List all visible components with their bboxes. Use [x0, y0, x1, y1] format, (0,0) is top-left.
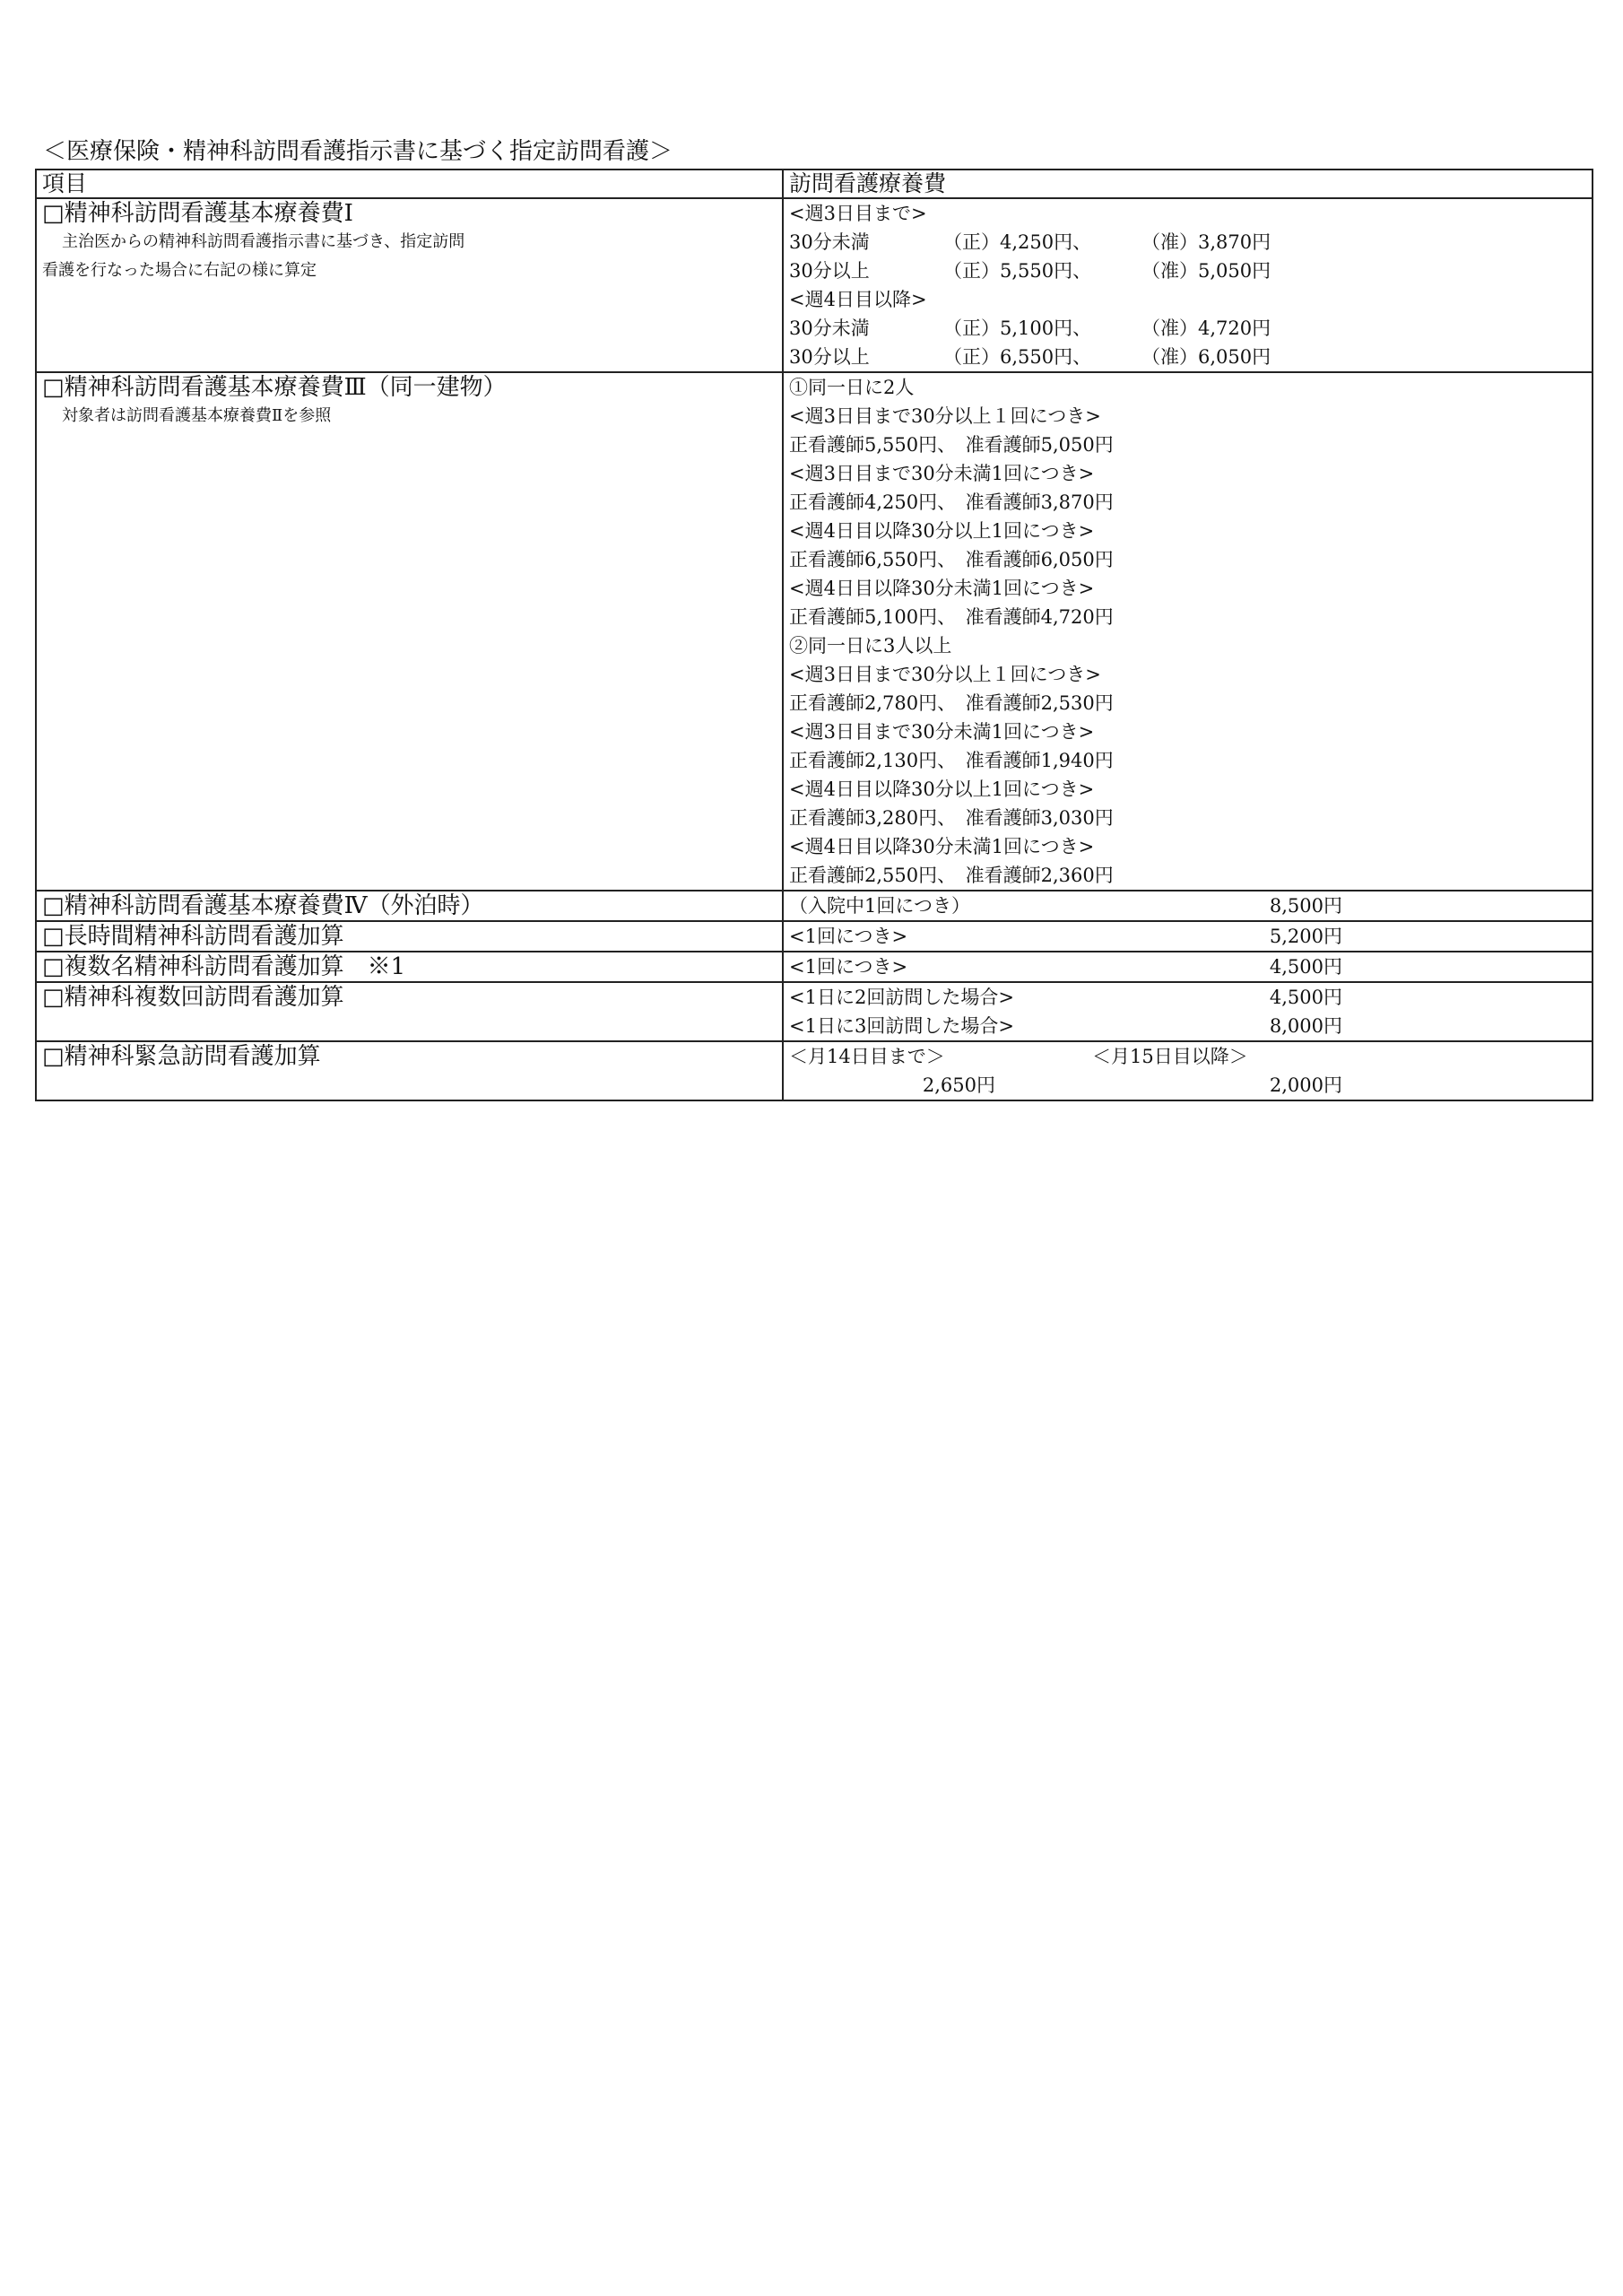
header-item-column — [36, 170, 783, 198]
fee-line: 正看護師4,250円、 准看護師3,870円 — [789, 491, 1114, 513]
fee-cell — [783, 372, 1593, 891]
item-cell — [36, 982, 783, 1041]
table-header-row — [36, 170, 1593, 198]
header-item-label: 項目 — [42, 170, 88, 196]
item-name: □精神科訪問看護基本療養費Ⅰ — [42, 200, 353, 227]
fee-amount: 4,500円 — [1269, 956, 1342, 978]
fee-line — [789, 1071, 1592, 1100]
item-note: 主治医からの精神科訪問看護指示書に基づき、指定訪問 — [62, 232, 465, 251]
table-row — [36, 891, 1593, 921]
fee-line: ①同一日に2人 — [789, 377, 915, 398]
fee-line: 正看護師5,100円、 准看護師4,720円 — [789, 606, 1114, 628]
fee-cell — [783, 198, 1593, 372]
fee-line: 正看護師6,550円、 准看護師6,050円 — [789, 549, 1114, 570]
fee-line-label: <1回につき> — [789, 956, 908, 978]
fee-line-label: <1日に2回訪問した場合> — [789, 987, 1014, 1008]
item-note: 対象者は訪問看護基本療養費Ⅱを参照 — [62, 406, 332, 425]
item-name: □複数名精神科訪問看護加算 ※1 — [42, 953, 406, 980]
fee-assistant-nurse: （准）3,870円 — [1141, 231, 1271, 253]
fee-line: <週4日目以降30分以上1回につき> — [789, 778, 1095, 800]
document-title: ＜医療保険・精神科訪問看護指示書に基づく指定訪問看護＞ — [43, 138, 673, 165]
fee-cell — [783, 921, 1593, 952]
table-row — [36, 982, 1593, 1041]
table-row — [36, 372, 1593, 891]
fee-line — [789, 891, 1592, 920]
fee-registered-nurse: （正）5,100円、 — [943, 317, 1092, 339]
fee-amount: 5,200円 — [1269, 926, 1342, 947]
fee-line-label: <週4日目以降> — [789, 289, 927, 310]
item-cell — [36, 952, 783, 982]
fee-line-label: 30分未満 — [789, 317, 870, 339]
fee-line-label: （入院中1回につき） — [789, 895, 970, 917]
fee-line — [789, 343, 1592, 371]
fee-line: <週3日目まで30分未満1回につき> — [789, 463, 1095, 484]
fee-line — [789, 952, 1592, 981]
fee-line: <週4日目以降30分未満1回につき> — [789, 836, 1095, 857]
fee-line: 正看護師3,280円、 准看護師3,030円 — [789, 807, 1114, 829]
fee-line-label: ＜月15日目以降＞ — [1092, 1046, 1248, 1067]
fee-line: ②同一日に3人以上 — [789, 635, 952, 657]
item-cell — [36, 921, 783, 952]
fee-cell — [783, 982, 1593, 1041]
fee-line-label: 30分以上 — [789, 346, 870, 368]
item-name: □精神科複数回訪問看護加算 — [42, 984, 344, 1011]
item-name: □精神科訪問看護基本療養費Ⅲ（同一建物） — [42, 374, 507, 401]
item-name: □精神科訪問看護基本療養費Ⅳ（外泊時） — [42, 892, 484, 919]
fee-cell — [783, 952, 1593, 982]
item-note: 看護を行なった場合に右記の様に算定 — [42, 261, 317, 280]
fee-amount: 8,500円 — [1269, 895, 1342, 917]
fee-line — [789, 314, 1592, 343]
fee-registered-nurse: （正）5,550円、 — [943, 260, 1092, 282]
item-name: □精神科緊急訪問看護加算 — [42, 1043, 321, 1070]
fee-line — [789, 922, 1592, 951]
fee-amount: 2,650円 — [922, 1074, 995, 1096]
fee-line: <週4日目以降30分以上1回につき> — [789, 520, 1095, 542]
item-cell — [36, 1041, 783, 1100]
table-row — [36, 1041, 1593, 1100]
fee-line — [789, 257, 1592, 285]
fee-table — [35, 169, 1593, 1101]
fee-line-label: 30分以上 — [789, 260, 870, 282]
fee-line: 正看護師2,780円、 准看護師2,530円 — [789, 692, 1114, 714]
header-fee-label: 訪問看護療養費 — [789, 170, 947, 196]
fee-cell — [783, 891, 1593, 921]
table-row — [36, 952, 1593, 982]
fee-line — [789, 983, 1592, 1012]
item-name: □長時間精神科訪問看護加算 — [42, 923, 344, 950]
fee-assistant-nurse: （准）6,050円 — [1141, 346, 1271, 368]
fee-line: 正看護師2,550円、 准看護師2,360円 — [789, 865, 1114, 886]
fee-line-label: ＜月14日目まで＞ — [789, 1046, 945, 1067]
fee-line: 正看護師2,130円、 准看護師1,940円 — [789, 750, 1114, 771]
table-row — [36, 198, 1593, 372]
fee-line: <週4日目以降30分未満1回につき> — [789, 578, 1095, 599]
fee-amount: 8,000円 — [1269, 1015, 1342, 1037]
fee-line: <週3日目まで30分以上１回につき> — [789, 664, 1101, 685]
fee-line — [789, 1012, 1592, 1040]
table-row — [36, 921, 1593, 952]
fee-cell — [783, 1041, 1593, 1100]
item-cell — [36, 198, 783, 372]
fee-registered-nurse: （正）6,550円、 — [943, 346, 1092, 368]
fee-line: <週3日目まで30分以上１回につき> — [789, 405, 1101, 427]
fee-amount: 2,000円 — [1269, 1074, 1342, 1096]
fee-line-label: 30分未満 — [789, 231, 870, 253]
fee-assistant-nurse: （准）5,050円 — [1141, 260, 1271, 282]
fee-line: 正看護師5,550円、 准看護師5,050円 — [789, 434, 1114, 456]
header-fee-column — [783, 170, 1593, 198]
fee-line-label: <1日に3回訪問した場合> — [789, 1015, 1014, 1037]
item-cell — [36, 891, 783, 921]
fee-amount: 4,500円 — [1269, 987, 1342, 1008]
fee-assistant-nurse: （准）4,720円 — [1141, 317, 1271, 339]
fee-line-label: <1回につき> — [789, 926, 908, 947]
fee-line — [789, 1042, 1592, 1071]
fee-line — [789, 228, 1592, 257]
fee-line — [789, 285, 1592, 314]
fee-line-label: <週3日目まで> — [789, 203, 927, 224]
fee-line: <週3日目まで30分未満1回につき> — [789, 721, 1095, 743]
fee-line — [789, 199, 1592, 228]
item-cell — [36, 372, 783, 891]
fee-registered-nurse: （正）4,250円、 — [943, 231, 1092, 253]
